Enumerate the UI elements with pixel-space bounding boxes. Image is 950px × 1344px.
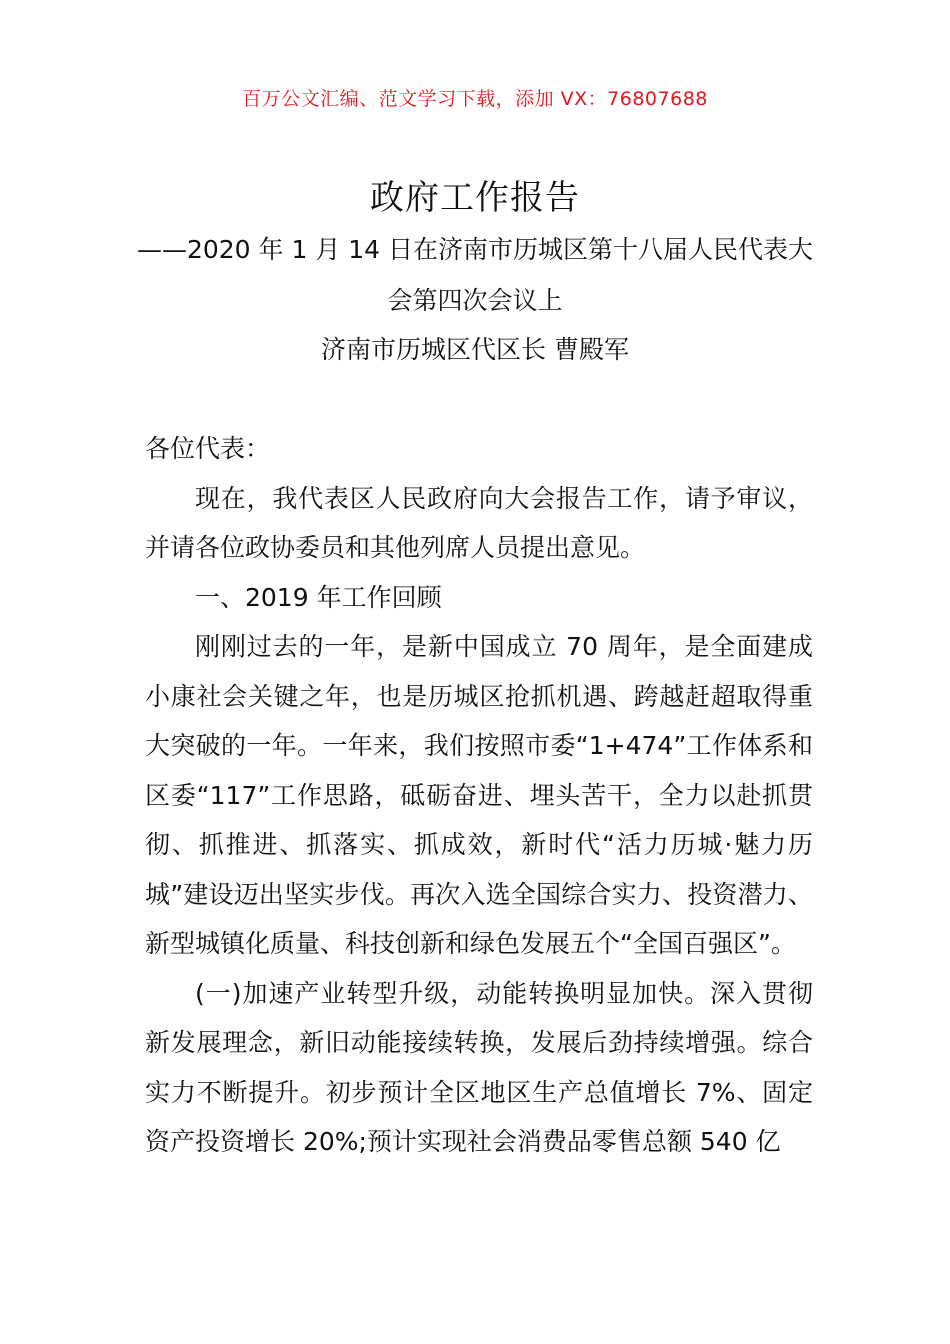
paragraph: 刚刚过去的一年，是新中国成立 70 周年，是全面建成小康社会关键之年，也是历城区抢抓机遇、跨越赶超取得重大突破的一年。一年来，我们按照市委“1+474”工作体系和区委“117”工作思路，砥砺奋进、埋头苦干，全力以赴抓贯彻、抓推进、抓落实、抓成效，新时代“活力历城·魅力历城”建设迈出坚实步伐。再次入选全国综合实力、投资潜力、新型城镇化质量、科技创新和绿色发展五个“全国百强区”。 <box>145 632 813 958</box>
document-body <box>145 424 813 1167</box>
subtitle-line-1: ——2020 年 1 月 14 日在济南市历城区第十八届人民代表大 <box>136 235 814 264</box>
download-banner: 百万公文汇编、范文学习下载，添加 VX：76807688 <box>242 88 708 110</box>
paragraph: (一)加速产业转型升级，动能转换明显加快。深入贯彻新发展理念，新旧动能接续转换，发展后劲持续增强。综合实力不断提升。初步预计全区地区生产总值增长 7%、固定资产投资增长 20%;预计实现社会消费品零售总额 540 亿 <box>145 978 813 1156</box>
section-heading: 一、2019 年工作回顾 <box>195 582 442 612</box>
author-line: 济南市历城区代区长 曹殿军 <box>321 335 629 364</box>
subtitle-line-2: 会第四次会议上 <box>387 286 563 315</box>
document-title: 政府工作报告 <box>370 178 580 218</box>
salutation: 各位代表： <box>145 434 271 463</box>
paragraph: 现在，我代表区人民政府向大会报告工作，请予审议，并请各位政协委员和其他列席人员提出意见。 <box>145 483 813 562</box>
